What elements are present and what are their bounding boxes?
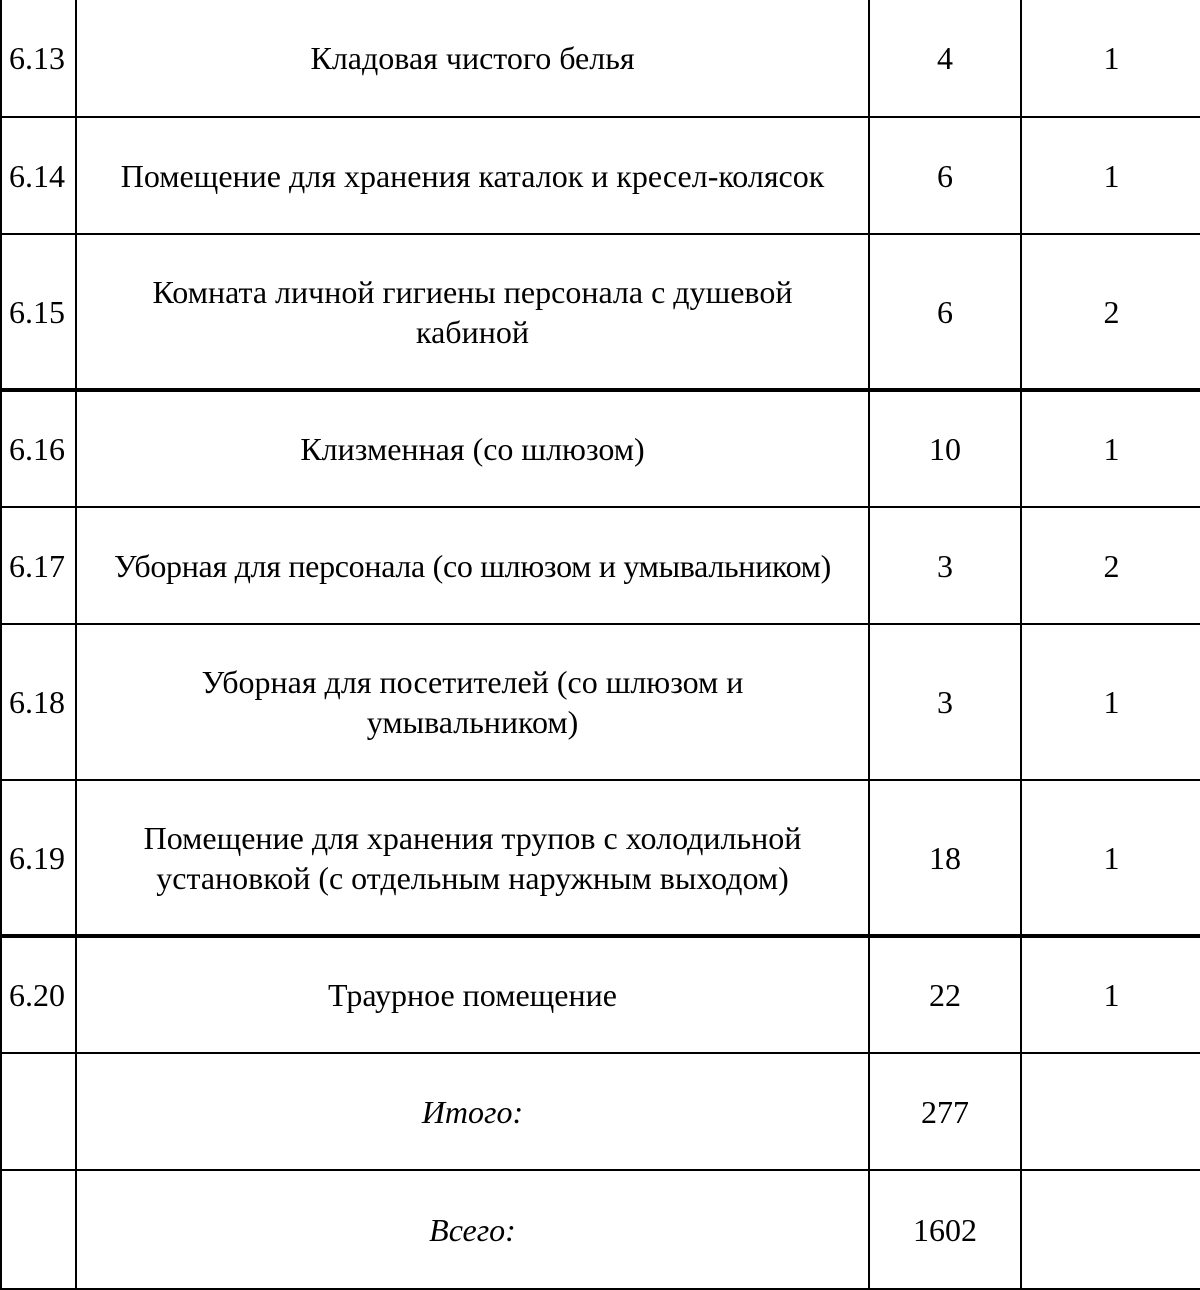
total-row <box>1 1170 1200 1289</box>
room-name: Комната личной гигиены персонала с душевой кабиной <box>76 234 869 390</box>
room-count: 1 <box>1021 624 1200 780</box>
table-row <box>1 507 1200 624</box>
empty-cell <box>1021 1170 1200 1289</box>
room-count: 1 <box>1021 780 1200 936</box>
room-name: Клизменная (со шлюзом) <box>76 390 869 507</box>
room-area: 10 <box>869 390 1021 507</box>
row-number: 6.16 <box>1 390 76 507</box>
row-number: 6.15 <box>1 234 76 390</box>
room-count: 2 <box>1021 234 1200 390</box>
room-area: 3 <box>869 507 1021 624</box>
room-name: Траурное помещение <box>76 936 869 1053</box>
table-row <box>1 390 1200 507</box>
room-area: 6 <box>869 234 1021 390</box>
empty-cell <box>1021 1053 1200 1170</box>
table-row <box>1 624 1200 780</box>
room-name: Кладовая чистого белья <box>76 0 869 117</box>
room-count: 2 <box>1021 507 1200 624</box>
table-row <box>1 117 1200 234</box>
empty-cell <box>1 1053 76 1170</box>
total-area: 1602 <box>869 1170 1021 1289</box>
empty-cell <box>1 1170 76 1289</box>
table-row <box>1 0 1200 117</box>
room-area: 3 <box>869 624 1021 780</box>
room-area: 22 <box>869 936 1021 1053</box>
room-name: Уборная для персонала (со шлюзом и умывальником) <box>76 507 869 624</box>
total-label: Всего: <box>76 1170 869 1289</box>
row-number: 6.13 <box>1 0 76 117</box>
row-number: 6.14 <box>1 117 76 234</box>
row-number: 6.20 <box>1 936 76 1053</box>
room-area: 18 <box>869 780 1021 936</box>
room-count: 1 <box>1021 390 1200 507</box>
subtotal-label: Итого: <box>76 1053 869 1170</box>
room-count: 1 <box>1021 0 1200 117</box>
room-area: 6 <box>869 117 1021 234</box>
subtotal-row <box>1 1053 1200 1170</box>
room-count: 1 <box>1021 117 1200 234</box>
row-number: 6.17 <box>1 507 76 624</box>
room-count: 1 <box>1021 936 1200 1053</box>
room-name: Уборная для посетителей (со шлюзом и умывальником) <box>76 624 869 780</box>
table-row <box>1 936 1200 1053</box>
subtotal-area: 277 <box>869 1053 1021 1170</box>
table-row <box>1 780 1200 936</box>
row-number: 6.18 <box>1 624 76 780</box>
room-name: Помещение для хранения трупов с холодильной установкой (с отдельным наружным выходом) <box>76 780 869 936</box>
row-number: 6.19 <box>1 780 76 936</box>
room-area: 4 <box>869 0 1021 117</box>
room-name: Помещение для хранения каталок и кресел-колясок <box>76 117 869 234</box>
table-row <box>1 234 1200 390</box>
